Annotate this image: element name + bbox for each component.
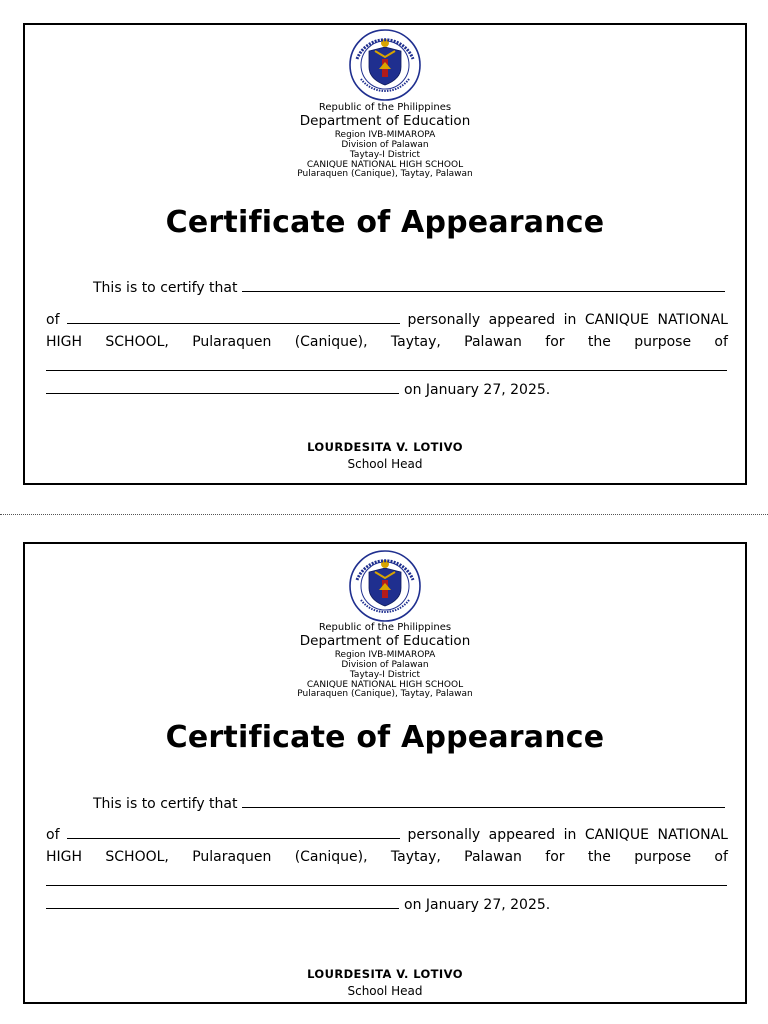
address-text: Pularaquen (Canique), Taytay, Palawan [297, 689, 473, 700]
certificate-1 [23, 23, 747, 485]
certify-line [46, 279, 728, 296]
appeared-text: personally appeared in CANIQUE NATIONAL [407, 827, 728, 843]
date-text: on January 27, 2025. [404, 897, 551, 913]
purpose-blank-line [46, 873, 728, 886]
purpose-blank[interactable] [46, 358, 727, 371]
line3-word: for [545, 334, 565, 350]
signatory-title: School Head [347, 984, 423, 998]
of-text: of [46, 312, 60, 328]
district-text: Taytay-I District [349, 149, 421, 160]
line3-word: (Canique), [294, 849, 368, 865]
line3-word: purpose [634, 334, 692, 350]
department-text: Department of Education [299, 113, 471, 129]
line3-word: purpose [634, 849, 692, 865]
district-text: Taytay-I District [349, 669, 421, 680]
date-line [46, 381, 728, 398]
address-text: Pularaquen (Canique), Taytay, Palawan [297, 169, 473, 180]
line3-word: Pularaquen [192, 334, 272, 350]
department-text: Department of Education [299, 633, 471, 649]
letterhead [25, 102, 745, 180]
line3-word: of [714, 334, 728, 350]
appeared-text: personally appeared in CANIQUE NATIONAL [407, 312, 728, 328]
name-blank[interactable] [242, 279, 726, 292]
republic-text: Republic of the Philippines [318, 622, 452, 633]
purpose-line [46, 849, 728, 865]
line3-word: Palawan [464, 334, 522, 350]
purpose-blank-2[interactable] [46, 381, 399, 394]
line3-word: Pularaquen [192, 849, 272, 865]
line3-word: Taytay, [390, 849, 441, 865]
republic-text: Republic of the Philippines [318, 102, 452, 113]
purpose-blank-line [46, 358, 728, 371]
line3-word: Palawan [464, 849, 522, 865]
line3-word: HIGH [46, 334, 83, 350]
line3-word: of [714, 849, 728, 865]
purpose-line [46, 334, 728, 350]
certify-text: This is to certify that [93, 796, 238, 812]
certificate-title: Certificate of Appearance [165, 205, 605, 240]
certificate-2 [23, 542, 747, 1004]
signature-block [25, 967, 745, 998]
origin-blank[interactable] [67, 826, 400, 839]
purpose-blank-2[interactable] [46, 896, 399, 909]
purpose-blank[interactable] [46, 873, 727, 886]
signatory-title: School Head [347, 457, 423, 471]
date-text: on January 27, 2025. [404, 382, 551, 398]
origin-blank[interactable] [67, 311, 400, 324]
signature-block [25, 440, 745, 471]
division-text: Division of Palawan [341, 659, 429, 670]
deped-seal-icon [345, 29, 425, 101]
line3-word: HIGH [46, 849, 83, 865]
certify-text: This is to certify that [93, 280, 238, 296]
school-text: CANIQUE NATIONAL HIGH SCHOOL [306, 159, 464, 170]
of-text: of [46, 827, 60, 843]
name-blank[interactable] [242, 795, 726, 808]
line3-word: the [587, 849, 611, 865]
of-line [46, 826, 728, 843]
certificate-title: Certificate of Appearance [165, 720, 605, 755]
line3-word: SCHOOL, [105, 849, 169, 865]
signatory-name: LOURDESITA V. LOTIVO [307, 967, 463, 981]
of-line [46, 311, 728, 328]
line3-word: Taytay, [390, 334, 441, 350]
line3-word: (Canique), [294, 334, 368, 350]
date-line [46, 896, 728, 913]
certify-line [46, 795, 728, 812]
cut-line [0, 514, 768, 515]
line3-word: for [545, 849, 565, 865]
region-text: Region IVB-MIMAROPA [334, 129, 436, 140]
line3-word: SCHOOL, [105, 334, 169, 350]
region-text: Region IVB-MIMAROPA [334, 649, 436, 660]
letterhead [25, 622, 745, 700]
signatory-name: LOURDESITA V. LOTIVO [307, 440, 463, 454]
division-text: Division of Palawan [341, 139, 429, 150]
deped-seal-icon [345, 550, 425, 622]
line3-word: the [587, 334, 611, 350]
school-text: CANIQUE NATIONAL HIGH SCHOOL [306, 679, 464, 690]
